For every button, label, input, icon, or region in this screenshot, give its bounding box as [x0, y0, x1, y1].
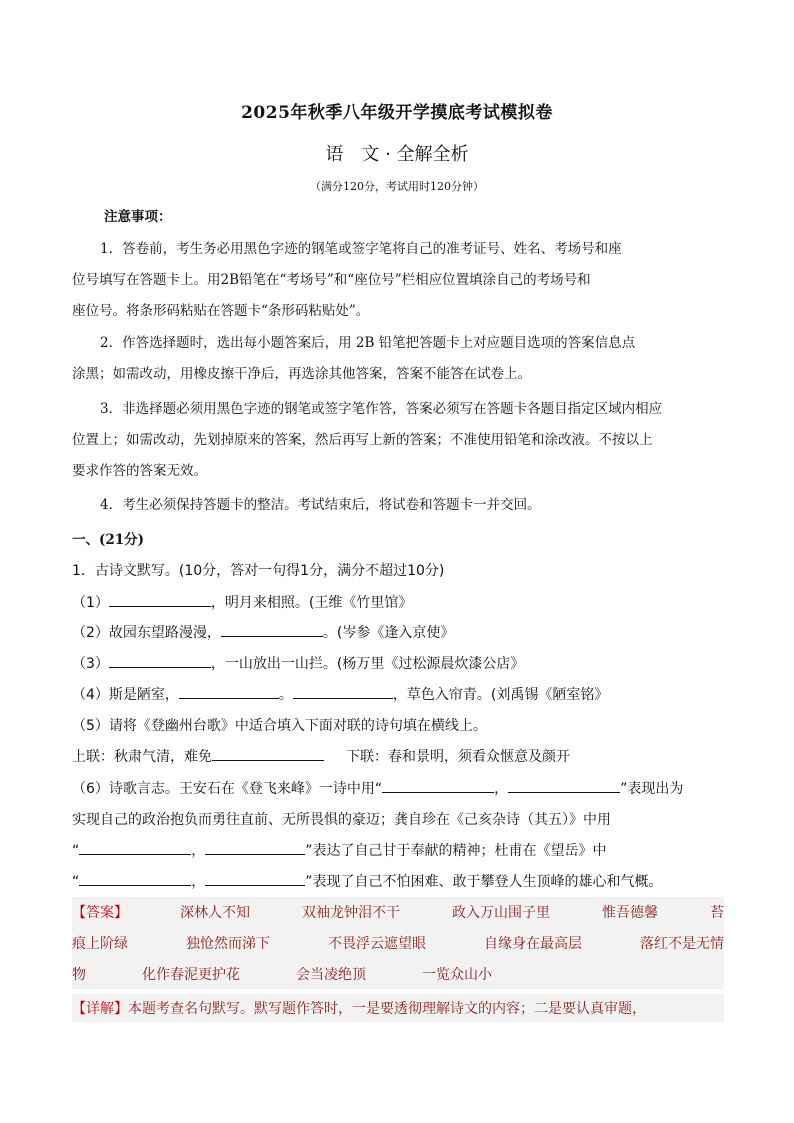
note-3-line-3: 要求作答的答案无效。	[72, 463, 207, 479]
answer-row-1	[72, 902, 724, 922]
part-2-prefix: （2）故园东望路漫漫，	[72, 625, 221, 641]
exam-subtitle: 语 文 · 全解全析	[325, 144, 469, 165]
answer-item: 自缘身在最高层	[484, 936, 582, 952]
answer-blank	[205, 840, 305, 855]
answer-blank	[508, 778, 620, 793]
open-quote: “	[72, 874, 80, 890]
question-1-part-6-line-1	[72, 778, 683, 798]
detail-text: 本题考查名句默写。默写题作答时，一是要透彻理解诗文的内容；二是要认真审题，	[128, 1001, 646, 1017]
open-quote: “	[72, 843, 80, 859]
note-2-line-2: 涂黑；如需改动，用橡皮擦干净后，再选涂其他答案，答案不能答在试卷上。	[72, 366, 531, 382]
answer-item: 不畏浮云遮望眼	[328, 936, 426, 952]
question-1-part-2	[72, 622, 454, 642]
answer-blank	[109, 653, 211, 668]
note-1	[72, 234, 724, 327]
answer-item: 政入万山围子里	[452, 905, 550, 921]
answer-row-2	[72, 933, 724, 953]
part-1-prefix: （1）	[72, 595, 109, 611]
detail-line	[72, 998, 646, 1018]
question-1-part-4	[72, 684, 608, 704]
section-heading: 一、(21分)	[72, 532, 145, 548]
note-1-line-1: 1．答卷前，考生务必用黑色字迹的钢笔或签字笔将自己的准考证号、姓名、考场号和座	[100, 241, 622, 257]
comma: ，	[191, 843, 206, 859]
comma: ，	[191, 874, 206, 890]
part-3-prefix: （3）	[72, 656, 109, 672]
couplet-upper: 上联：秋肃气清，难免	[72, 749, 212, 765]
note-3-line-1: 3．非选择题必须用黑色字迹的钢笔或签字笔作答，答案必须写在答题卡各题目指定区域内相应	[100, 401, 663, 417]
question-1-part-6-line-4	[72, 871, 663, 891]
answer-blank	[293, 684, 393, 699]
answer-item: 苔	[710, 905, 724, 921]
note-3	[72, 394, 724, 487]
couplet-lower: 下联：春和景明，须看众惬意及颜开	[346, 749, 570, 765]
answer-label: 【答案】	[72, 905, 128, 921]
exam-title: 2025年秋季八年级开学摸底考试模拟卷	[241, 103, 553, 123]
note-3-line-2: 位置上；如需改动，先划掉原来的答案，然后再写上新的答案；不准使用铅笔和涂改液。不按以上	[72, 432, 653, 448]
part-6-text-a: （6）诗歌言志。王安石在《登飞来峰》一诗中用“	[72, 781, 383, 797]
part-3-text: ，一山放出一山拦。(杨万里《过松源晨炊漆公店》	[210, 656, 525, 672]
answer-blank	[79, 840, 191, 855]
note-2-line-1: 2．作答选择题时，选出每小题答案后，用 2B 铅笔把答题卡上对应题目选项的答案信息点	[100, 335, 636, 351]
answer-item: 物	[72, 967, 86, 983]
answer-item: 独怆然而涕下	[186, 936, 270, 952]
answer-blank	[179, 684, 279, 699]
score-note: （满分120分，考试用时120分钟）	[310, 180, 484, 193]
detail-label: 【详解】	[72, 1001, 128, 1017]
question-1-intro: 1．古诗文默写。(10分，答对一句得1分，满分不超过10分)	[72, 563, 445, 579]
note-4-line-1: 4．考生必须保持答题卡的整洁。考试结束后，将试卷和答题卡一并交回。	[100, 497, 541, 513]
question-1-part-3	[72, 653, 524, 673]
couplet-line	[72, 746, 570, 766]
note-4	[72, 490, 724, 521]
answer-item: 会当凌绝顶	[296, 967, 366, 983]
answer-item: 痕上阶绿	[72, 936, 128, 952]
part-6-text-d: ”表现了自己不怕困难、敢于攀登人生顶峰的雄心和气概。	[305, 874, 663, 890]
question-1-part-6-line-2: 实现自己的政治抱负而勇往直前、无所畏惧的豪迈；龚自珍在《己亥杂诗（其五）》中用	[72, 812, 611, 828]
answer-blank	[221, 622, 323, 637]
question-1-part-1	[72, 592, 412, 612]
note-1-line-3: 座位号。将条形码粘贴在答题卡“条形码粘贴处”。	[72, 303, 370, 319]
answer-blank	[79, 871, 191, 886]
note-1-line-2: 位号填写在答题卡上。用2B铅笔在“考场号”和“座位号”栏相应位置填涂自己的考场号和	[72, 272, 591, 288]
part-6-text-b: ”表现出为	[620, 781, 684, 797]
answer-blank	[212, 746, 324, 761]
part-4-prefix: （4）斯是陋室，	[72, 687, 179, 703]
answer-item: 落红不是无情	[640, 936, 724, 952]
answer-item: 双袖龙钟泪不干	[302, 905, 400, 921]
answer-item: 深林人不知	[180, 905, 250, 921]
answer-blank	[109, 592, 211, 607]
part-1-text: ，明月来相照。(王维《竹里馆》	[210, 595, 413, 611]
question-1-part-6-line-3	[72, 840, 607, 860]
answer-blank	[382, 778, 494, 793]
part-4-text: ，草色入帘青。(刘禹锡《陋室铭》	[392, 687, 609, 703]
part-6-text-c: ”表达了自己甘于奉献的精神；杜甫在《望岳》中	[305, 843, 607, 859]
part-6-comma: ，	[494, 781, 509, 797]
answer-blank	[205, 871, 305, 886]
answer-item: 惟吾德馨	[602, 905, 658, 921]
question-1-part-5: （5）请将《登幽州台歌》中适合填入下面对联的诗句填在横线上。	[72, 718, 487, 734]
notes-heading: 注意事项：	[104, 209, 172, 225]
part-4-mid: 。	[278, 687, 293, 703]
answer-item: 一览众山小	[422, 967, 492, 983]
answer-row-3	[72, 964, 492, 984]
note-2	[72, 328, 724, 390]
answer-item: 化作春泥更护花	[142, 967, 240, 983]
part-2-text: 。(岑参《逢入京使》	[322, 625, 455, 641]
